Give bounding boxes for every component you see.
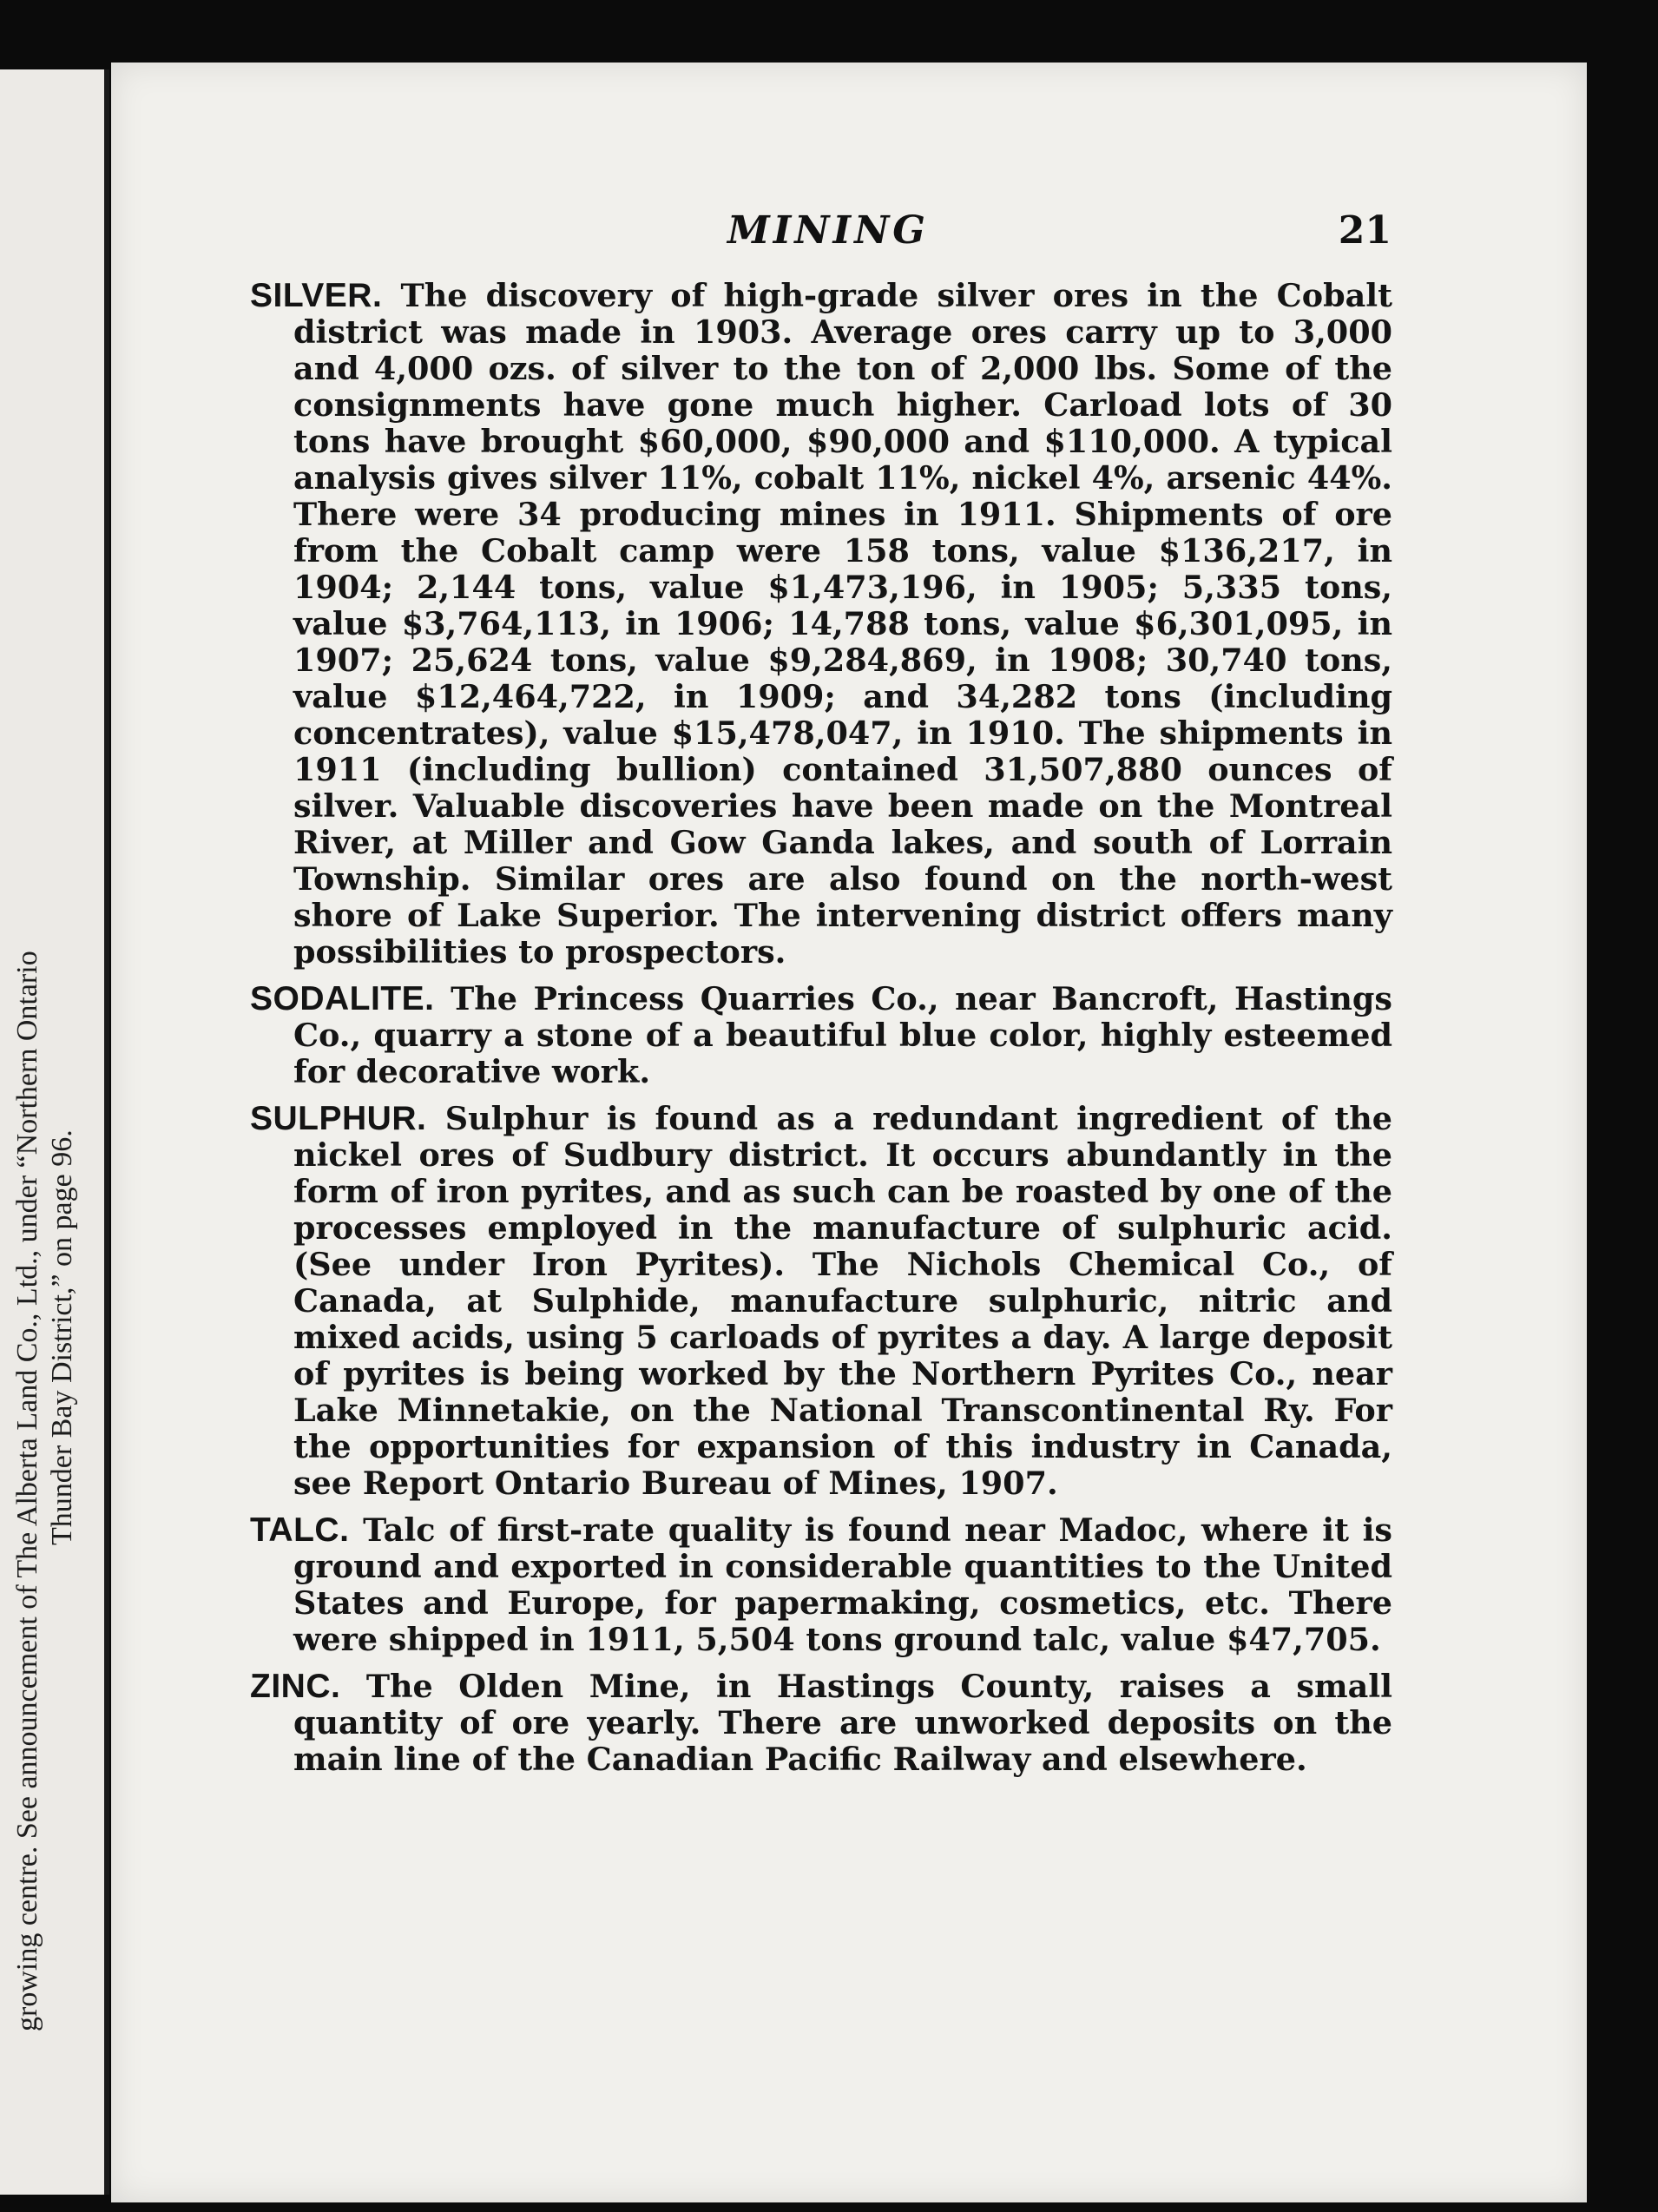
entry-term: ZINC. [250, 1668, 341, 1705]
entry-text: Sulphur is found as a redundant ingredient of the nickel ores of Sudbury district. It occurs abundantly in the form of iron pyrites, and as such can be roasted by one of the processes employed in the manufacture of sulphuric acid. (See under Iron Pyrites). The Nichols Chemical Co., of Canada, at Sulphide, manufacture sulphuric, nitric and mixed acids, using 5 carloads of pyrites a day. A large deposit of pyrites is being worked by the Northern Pyrites Co., near Lake Minnetakie, on the National Transcontinental Ry. For the opportunities for expansion of this industry in Canada, see Report Ontario Bureau of Mines, 1907. [293, 1100, 1392, 1502]
entry-talc [250, 1512, 1392, 1658]
entry-text: The discovery of high-grade silver ores in the Cobalt district was made in 1903. Average ores carry up to 3,000 and 4,000 ozs. of silver to the ton of 2,000 lbs. Some of the consignments have gone much higher. Carload lots of 30 tons have brought $60,000, $90,000 and $110,000. A typical analysis gives silver 11%, cobalt 11%, nickel 4%, arsenic 44%. There were 34 producing mines in 1911. Shipments of ore from the Cobalt camp were 158 tons, value $136,217, in 1904; 2,144 tons, value $1,473,196, in 1905; 5,335 tons, value $3,764,113, in 1906; 14,788 tons, value $6,301,095, in 1907; 25,624 tons, value $9,284,869, in 1908; 30,740 tons, value $12,464,722, in 1909; and 34,282 tons (including concentrates), value $15,478,047, in 1910. The shipments in 1911 (including bullion) contained 31,507,880 ounces of silver. Valuable discoveries have been made on the Montreal River, at Miller and Gow Ganda lakes, and south of Lorrain Township. Similar ores are also found on the north-west shore of Lake Superior. The intervening district offers many possibilities to prospectors. [293, 277, 1392, 971]
margin-line-2: Thunder Bay District,” on page 96. [46, 1129, 78, 1545]
page-title: MINING [727, 208, 929, 253]
book-page [111, 63, 1587, 2202]
entry-term: SULPHUR. [250, 1100, 427, 1137]
entry-zinc [250, 1669, 1392, 1778]
entry-silver [250, 278, 1392, 971]
entry-text: The Olden Mine, in Hastings County, raises a small quantity of ore yearly. There are unworked deposits on the main line of the Canadian Pacific Railway and elsewhere. [293, 1668, 1392, 1778]
entry-term: TALC. [250, 1511, 350, 1549]
entry-text: Talc of first-rate quality is found near Madoc, where it is ground and exported in considerable quantities to the United States and Europe, for papermaking, cosmetics, etc. There were shipped in 1911, 5,504 tons ground talc, value $47,705. [293, 1511, 1392, 1658]
entry-sodalite [250, 981, 1392, 1090]
facing-page-margin [0, 69, 109, 2195]
entry-sulphur [250, 1101, 1392, 1502]
entry-text: The Princess Quarries Co., near Bancroft, Hastings Co., quarry a stone of a beautiful blue color, highly esteemed for decorative work. [293, 980, 1392, 1090]
article-body [250, 278, 1392, 1788]
running-header [111, 208, 1587, 260]
page-number: 21 [1338, 208, 1392, 253]
entry-term: SILVER. [250, 277, 383, 314]
margin-line-1: growing centre. See announcement of The Alberta Land Co., Ltd., under “Northern Ontario [11, 951, 43, 2031]
entry-term: SODALITE. [250, 980, 435, 1017]
rotated-margin-text [10, 78, 80, 2031]
